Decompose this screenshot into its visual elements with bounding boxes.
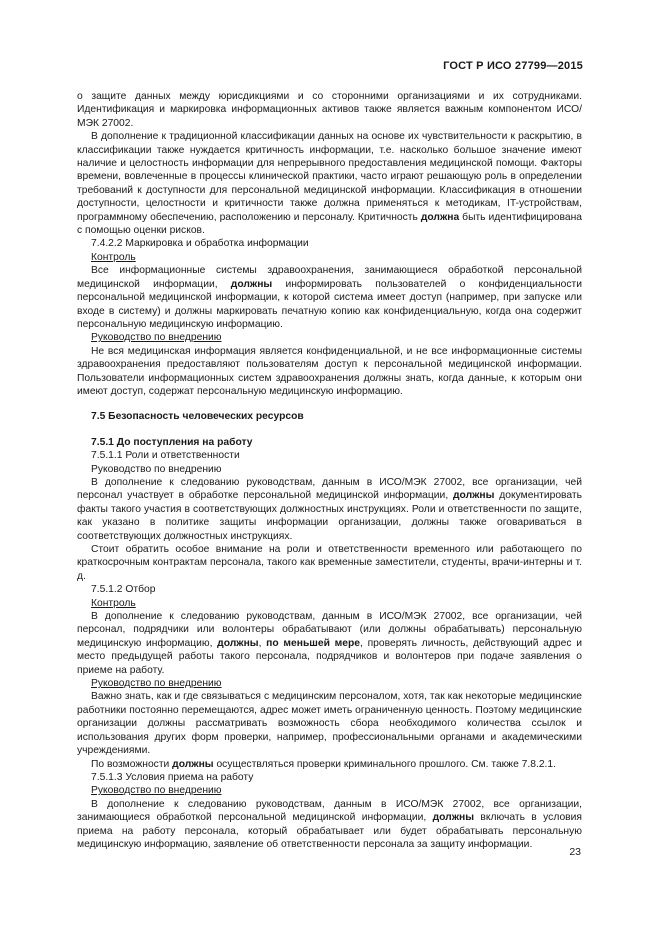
bold-term: должны <box>172 758 214 770</box>
text-segment: 7.5.1.2 Отбор <box>91 584 156 596</box>
paragraph-p21 <box>77 784 582 797</box>
text-segment: Важно знать, как и где связываться с медицинским персоналом, хотя, так как некоторые медицинские работники постоянно перемещаются, адрес может иметь ограниченную ценность. Поэтому медицинские организации должны рассматривать возможность сбора необходимого количества ссылок и использования других форм проверки, например, профессиональными органами и академическими учреждениями. <box>77 691 582 757</box>
text-segment: включать в условия приема на работу персонала, который обрабатывает или будет обрабатывать персональную медицинскую информацию, заявление об ответственности персонала за защиту информации. <box>77 812 582 850</box>
bold-term: по меньшей мере <box>266 637 361 649</box>
text-segment: В дополнение к следованию руководствам, данным в ИСО/МЭК 27002, все организации, занимающиеся обработкой персональной медицинской информации, <box>77 798 582 824</box>
paragraph-p8 <box>77 410 582 423</box>
text-segment: Руководство по внедрению <box>91 678 222 690</box>
bold-term: должны <box>217 637 259 649</box>
bold-term: должны <box>453 490 495 502</box>
paragraph-p22 <box>77 798 582 852</box>
text-segment: 7.5 Безопасность человеческих ресурсов <box>91 411 304 423</box>
paragraph-p13 <box>77 543 582 583</box>
paragraph-p14 <box>77 583 582 596</box>
text-segment: Руководство по внедрению <box>91 785 222 797</box>
paragraph-p19 <box>77 758 582 771</box>
text-segment: информировать пользователей о конфиденциальности персональной медицинской информации, к которой система имеет доступ (например, при запуске или входе в систему) и должны маркировать печатную копию как конфиденциальную, когда она содержит персональную медицинскую информацию. <box>77 278 582 330</box>
paragraph-p1 <box>77 90 582 130</box>
text-segment: быть идентифицирована с помощью оценки рисков. <box>77 211 582 237</box>
text-segment: 7.5.1.1 Роли и ответственности <box>91 450 240 462</box>
text-segment: 7.5.1.3 Условия приема на работу <box>91 771 254 783</box>
text-segment: В дополнение к следованию руководствам, данным в ИСО/МЭК 27002, все организации, чей персонал участвует в обработке персональной медицинской информации, <box>77 476 582 502</box>
text-segment: По возможности <box>91 758 173 770</box>
paragraph-p4 <box>77 251 582 264</box>
text-segment: Руководство по внедрению <box>91 332 222 344</box>
paragraph-p18 <box>77 690 582 757</box>
bold-term: должны <box>230 278 273 290</box>
text-segment: документировать факты такого участия в соответствующих должностных инструкциях. Роли и ответственности по защите, как указано в политике защиты информации организации, должны также оговариваться в соответствующих должностных инструкциях. <box>77 490 582 542</box>
paragraph-p5 <box>77 264 582 331</box>
paragraph-p16 <box>77 610 582 677</box>
page-number: 23 <box>569 846 581 858</box>
text-segment: , проверять личность, действующий адрес и место предыдущей работы такого персонала, подрядчиков и волонтеров при подаче заявления о приеме на работу. <box>77 637 582 676</box>
paragraph-p15 <box>77 597 582 610</box>
paragraph-p7 <box>77 345 582 399</box>
paragraph-p10 <box>77 449 582 462</box>
bold-term: должны <box>432 812 475 824</box>
paragraph-p17 <box>77 677 582 690</box>
text-segment: , <box>258 637 267 649</box>
text-segment: Все информационные системы здравоохранения, занимающиеся обработкой персональной медицинской информации, <box>77 265 582 290</box>
text-segment: осуществляться проверки криминального прошлого. См. также 7.8.2.1. <box>213 758 557 770</box>
text-segment: Стоит обратить особое внимание на роли и ответственности временного или работающего по краткосрочным контрактам персонала, такого как временные заместители, студенты, врачи-интерны и т. д. <box>77 544 582 582</box>
text-segment: Не вся медицинская информация является конфиденциальной, и не все информационные системы здравоохранения предоставляют пользователям доступ к персональной медицинской информации. Пользователи информационных систем здравоохранения должны знать, когда данные, к которым они имеют доступ, содержат персональную медицинскую информацию. <box>77 345 582 397</box>
document-body <box>77 90 582 851</box>
standard-header: ГОСТ Р ИСО 27799—2015 <box>443 60 583 72</box>
paragraph-p9 <box>77 436 582 449</box>
text-segment: Контроль <box>91 251 136 263</box>
text-segment: В дополнение к традиционной классификации данных на основе их чувствительности к раскрытию, в классификации также нуждается критичность информации, т.е. насколько большое значение имеют наличие и целостность информации для непрерывного предоставления медицинской помощи. Факторы времени, вовлеченные в процессы клинической практики, часто играют решающую роль в определении требований к доступности для персональной медицинской информации. Классификация в отношении доступности, целостности и критичности также должна применяться к методикам, IT-устройствам, программному обеспечению, расположению и персоналу. Критичность <box>77 131 582 223</box>
text-segment: 7.4.2.2 Маркировка и обработка информации <box>91 238 309 250</box>
text-segment: Контроль <box>91 597 136 609</box>
text-segment: Руководство по внедрению <box>91 463 222 475</box>
text-segment: В дополнение к следованию руководствам, данным в ИСО/МЭК 27002, все организации, чей персонал, подрядчики или волонтеры обрабатывают (или должны обрабатывать) персональную медицинскую информацию, <box>77 611 582 649</box>
paragraph-p6 <box>77 331 582 344</box>
text-segment: 7.5.1 До поступления на работу <box>91 436 253 448</box>
text-segment: о защите данных между юрисдикциями и со сторонними организациями и их сотрудниками. Идентификация и маркировка информационных активов также является важным компонентом ИСО/МЭК 27002. <box>77 91 582 129</box>
paragraph-p12 <box>77 476 582 543</box>
paragraph-p20 <box>77 771 582 784</box>
paragraph-p3 <box>77 237 582 250</box>
paragraph-p11 <box>77 463 582 476</box>
bold-term: должна <box>420 211 460 223</box>
paragraph-p2 <box>77 130 582 237</box>
